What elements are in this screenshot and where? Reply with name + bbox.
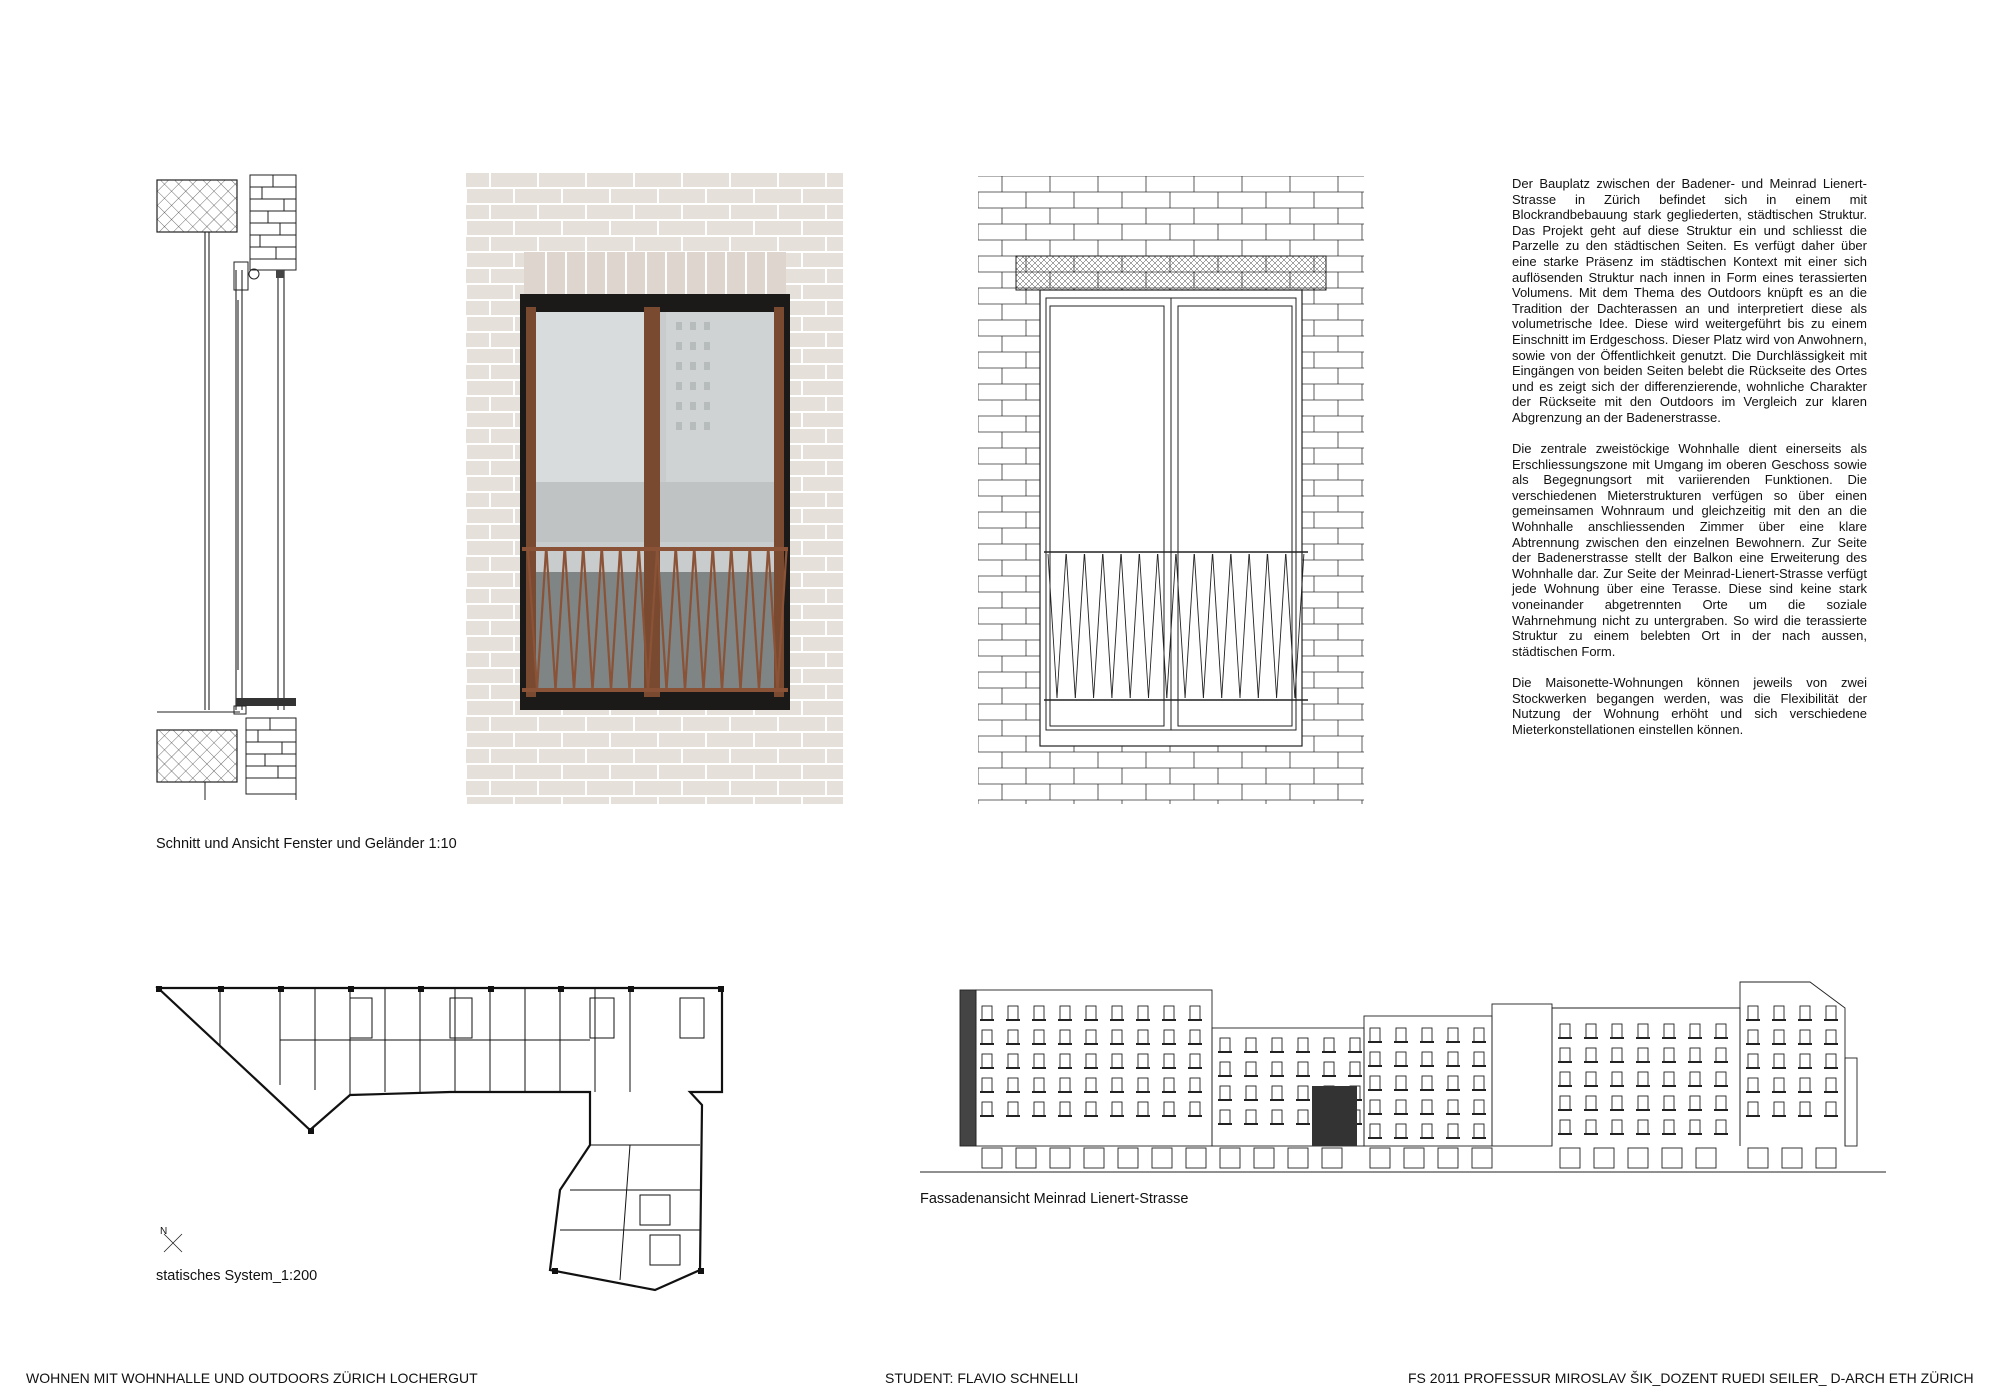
- structure-caption: statisches System_1:200: [156, 1268, 318, 1284]
- description-paragraph-1: Der Bauplatz zwischen der Badener- und Meinrad Lienert-Strasse in Zürich befindet sich in einem mit Blockrandbebauung stark gegliederten, städtischen Struktur. Das Projekt geht auf diese Struktur ein und schliesst die Parzelle zu den städtischen Seiten. Es verfügt daher über eine starke Präsenz im städtischen Kontext mit einer sich auflösenden Struktur nach innen in Form eines terassierten Volumens. Mit dem Thema des Outdoors knüpft es an die Tradition der Dachterassen an und interpretiert diese als volumetrische Idee. Diese wird weitergeführt bis zu einem Einschnitt im Erdgeschoss. Dieser Platz wird von Anwohnern, sowie von der Öffentlichkeit genutzt. Die Durchlässigkeit mit Eingängen von beiden Seiten belebt die Rückseite des Ortes und es zeigt sich der differenzierende, wohnliche Charakter der Rückseite mit den Outdoors im Vergleich zur klaren Abgrenzung an der Badenerstrasse.: [1512, 176, 1867, 425]
- north-label: N: [160, 1226, 168, 1237]
- footer-project-title: WOHNEN MIT WOHNHALLE UND OUTDOORS ZÜRICH LOCHERGUT: [26, 1370, 478, 1386]
- description-paragraph-3: Die Maisonette-Wohnungen können jeweils von zwei Stockwerken begangen werden, was die Flexibilität der Nutzung der Wohnung erhöht und sich verschiedene Mieterkonstellationen einstellen können.: [1512, 675, 1867, 737]
- footer-course: FS 2011 PROFESSUR MIROSLAV ŠIK_DOZENT RUEDI SEILER_ D-ARCH ETH ZÜRICH: [1408, 1370, 1974, 1386]
- structural-floor-plan: [150, 980, 730, 1300]
- window-line-elevation: [978, 176, 1364, 804]
- description-paragraph-2: Die zentrale zweistöckige Wohnhalle dient einerseits als Erschliessungszone mit Umgang im oberen Geschoss sowie als Begegnungsort mit variierenden Funktionen. Die verschiedenen Mieterstrukturen verfügen so über einen gemeinsamen Wohnraum und gleichzeitig mit den an die Wohnhalle anschliessenden Zimmer über eine klare Abtrennung zwischen den einzelnen Bewohnern. Zur Seite der Badenerstrasse stellt der Balkon eine Erweiterung des Wohnhalle dar. Zur Seite der Meinrad-Lienert-Strasse verfügt jede Wohnung über eine Terasse. Diese sind keine stark voneinander abgetrennten Orte um die soziale Wahrnehmung nicht zu untergraben. So wird die terassierte Struktur zu einem belebten Ort in der nach aussen, städtischen Form.: [1512, 441, 1867, 659]
- project-description: [1512, 176, 1867, 753]
- facade-caption: Fassadenansicht Meinrad Lienert-Strasse: [920, 1191, 1189, 1207]
- window-detail-caption: Schnitt und Ansicht Fenster und Geländer 1:10: [156, 836, 457, 852]
- footer-student: STUDENT: FLAVIO SCHNELLI: [885, 1370, 1079, 1386]
- facade-elevation: [920, 976, 1886, 1176]
- window-section-drawing: [150, 170, 300, 810]
- window-render-elevation: [466, 172, 843, 804]
